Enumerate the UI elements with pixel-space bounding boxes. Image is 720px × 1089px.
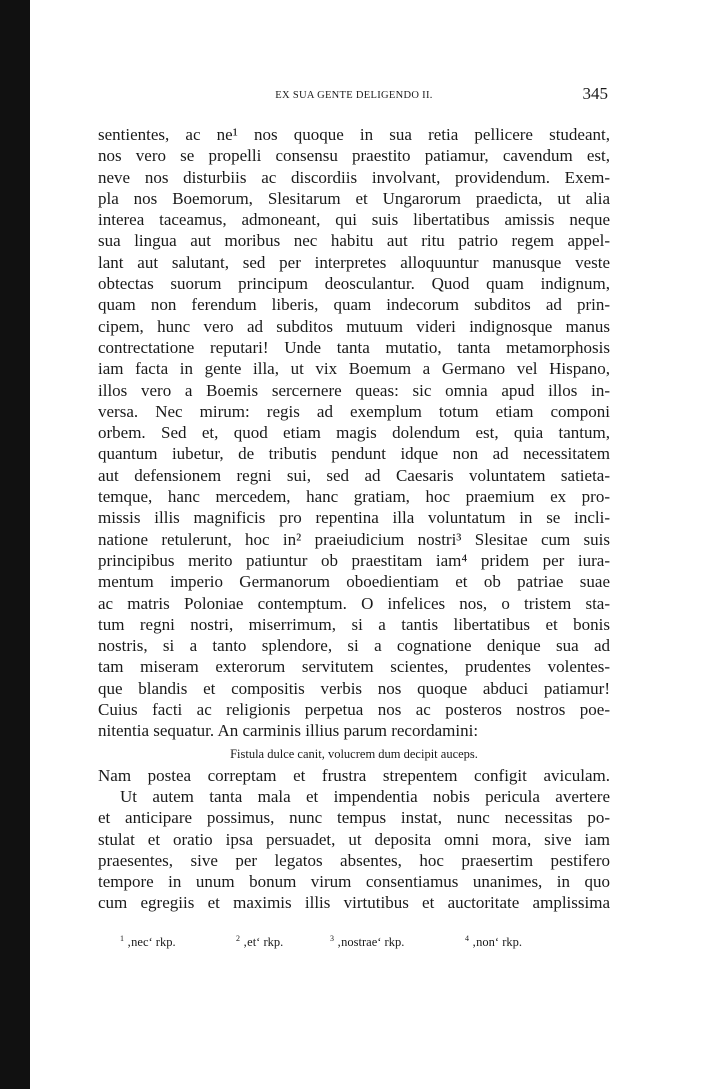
text-line: tam miseram exterorum servitutem scientes, prudentes volentes- <box>98 657 610 677</box>
main-text <box>98 124 610 914</box>
footnote-mark: 1 <box>120 934 124 943</box>
footnote-text: ‚nostrae‘ rkp. <box>337 935 405 950</box>
text-line: quantum iubetur, de tributis pendunt idque non ad necessitatem <box>98 444 610 464</box>
footnote-text: ‚non‘ rkp. <box>472 935 522 950</box>
text-line: natione retulerunt, hoc in² praeiudicium nostri³ Slesitae cum suis <box>98 529 610 549</box>
text-line: contrectatione reputari! Unde tanta mutatio, tanta metamorphosis <box>98 337 610 357</box>
footnote-text: ‚et‘ rkp. <box>243 935 284 950</box>
text-line: ac matris Poloniae contemptum. O infelices nos, o tristem sta- <box>98 593 610 613</box>
text-line: neve nos disturbiis ac discordiis involvant, providendum. Exem- <box>98 167 610 187</box>
text-line: lant aut salutant, sed per interpretes alloquuntur manusque veste <box>98 252 610 272</box>
footnote-mark: 3 <box>330 934 334 943</box>
book-spine-shadow <box>0 0 30 1089</box>
paragraph-first-line: Ut autem tanta mala et impendentia nobis pericula avertere <box>120 786 610 806</box>
text-line: nos vero se propelli consensu praestito patiamur, cavendum est, <box>98 146 610 166</box>
footnote-text: ‚nec‘ rkp. <box>127 935 176 950</box>
text-line: obtectas suorum principum deosculantur. Quod quam indignum, <box>98 274 610 294</box>
text-line: nostris, si a tanto splendore, si a cognatione denique sua ad <box>98 636 610 656</box>
text-line: principibus merito patiuntur ob praestitam iam⁴ pridem per iura- <box>98 550 610 570</box>
footnotes <box>98 934 610 950</box>
text-line: temque, hanc mercedem, hanc gratiam, hoc praemium ex pro- <box>98 487 610 507</box>
text-line: sentientes, ac ne¹ nos quoque in sua retia pellicere studeant, <box>98 125 610 144</box>
text-line: tempore in unum bonum virum consentiamus unanimes, in quo <box>98 872 610 892</box>
footnote-mark: 4 <box>465 934 469 943</box>
text-line: que blandis et compositis verbis nos quoque abduci patiamur! <box>98 678 610 698</box>
text-line: quam non ferendum liberis, quam indecorum subditos ad prin- <box>98 295 610 315</box>
text-line: iam facta in gente illa, ut vix Boemum a Germano vel Hispano, <box>98 359 610 379</box>
text-line: stulat et oratio ipsa persuadet, ut deposita omni mora, sive iam <box>98 829 610 849</box>
text-line: missis illis magnificis pro repentina illa voluntatum in se incli- <box>98 508 610 528</box>
text-line: illos vero a Boemis sercernere queas: sic omnia apud illos in- <box>98 380 610 400</box>
text-line: praesentes, sive per legatos absentes, hoc praesertim pestifero <box>98 850 610 870</box>
text-line: nitentia sequatur. An carminis illius parum recordamini: <box>98 721 479 741</box>
text-line: Cuius facti ac religionis perpetua nos ac posteros nostros poe- <box>98 700 610 720</box>
text-line: interea taceamus, admoneant, qui suis libertatibus amissis neque <box>98 210 610 230</box>
footnote <box>120 934 236 950</box>
page-number: 345 <box>582 84 608 103</box>
text-line: orbem. Sed et, quod etiam magis dolendum est, quia tantum, <box>98 423 610 443</box>
footnote <box>465 934 565 950</box>
text-line: versa. Nec mirum: regis ad exemplum totum etiam componi <box>98 401 610 421</box>
verse-quotation: Fistula dulce canit, volucrem dum decipit auceps. <box>230 746 478 761</box>
footnote <box>330 934 465 950</box>
text-line: cipem, hunc vero ad subditos mutuum videri indignosque manus <box>98 316 610 336</box>
text-line: cum egregiis et maximis illis virtutibus et auctoritate amplissima <box>98 893 610 913</box>
page-header <box>98 84 610 106</box>
text-line: pla nos Boemorum, Slesitarum et Ungarorum praedicta, ut alia <box>98 188 610 208</box>
text-line: Nam postea correptam et frustra strepentem configit aviculam. <box>98 765 610 785</box>
text-line: tum regni nostri, miserrimum, si a tantis libertatibus et bonis <box>98 614 610 634</box>
text-line: mentum imperio Germanorum oboedientiam et ob patriae suae <box>98 572 610 592</box>
text-line: sua lingua aut moribus nec habitu aut ritu patrio regem appel- <box>98 231 610 251</box>
footnote <box>236 934 330 950</box>
text-line: aut defensionem regni sui, sed ad Caesaris voluntatem satieta- <box>98 465 610 485</box>
running-title: EX SUA GENTE DELIGENDO II. <box>275 90 433 101</box>
footnote-mark: 2 <box>236 934 240 943</box>
text-line: et anticipare possimus, nunc tempus instat, nunc necessitas po- <box>98 808 610 828</box>
